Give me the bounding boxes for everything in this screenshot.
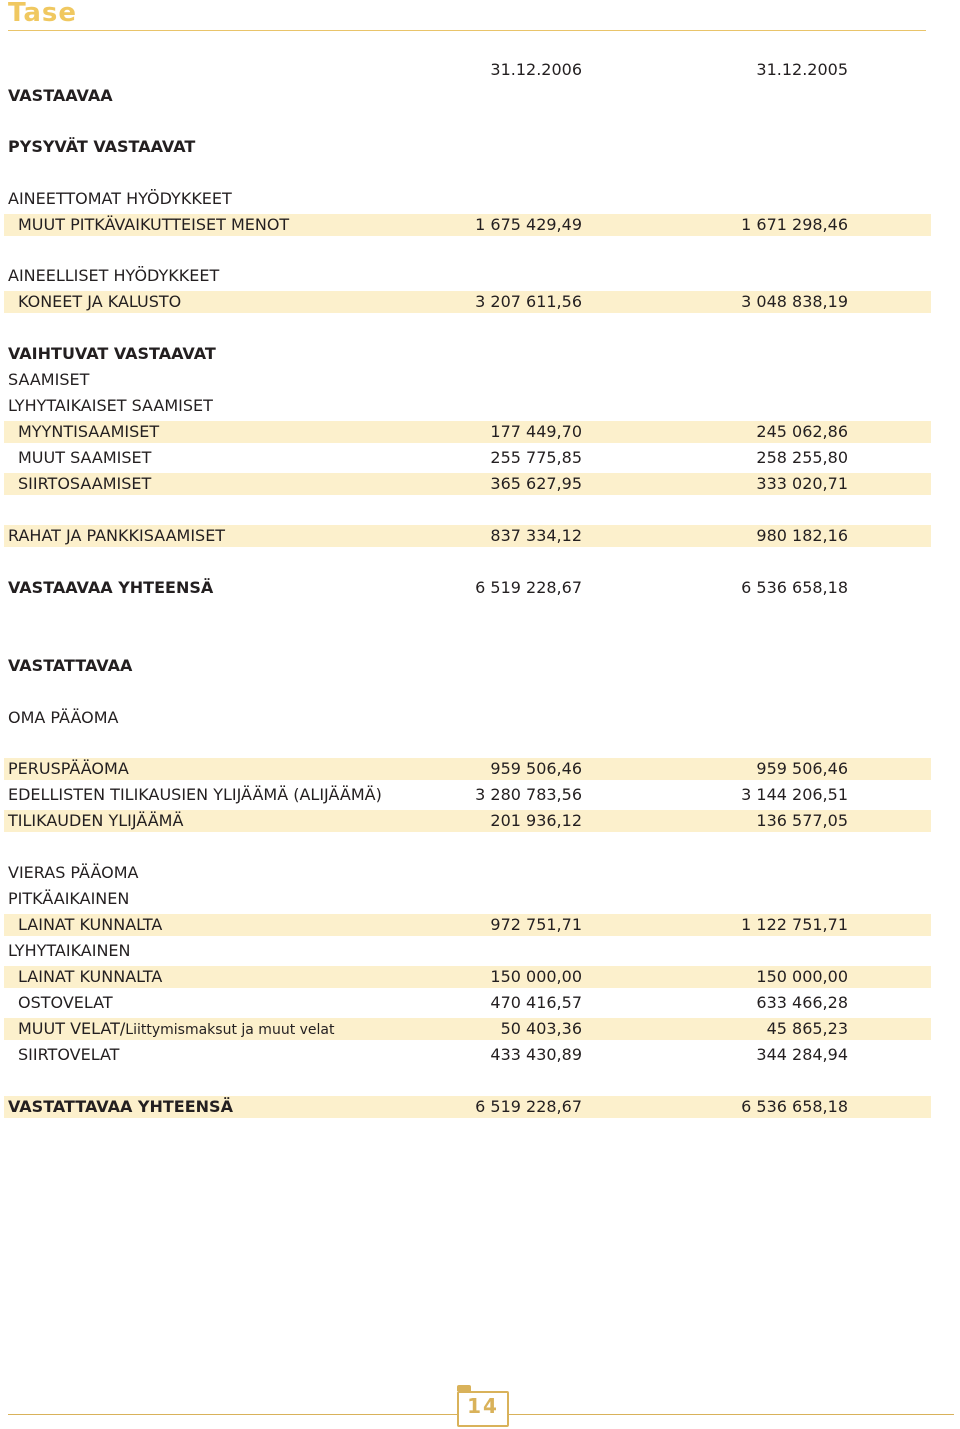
table-row: LAINAT KUNNALTA 150 000,00 150 000,00 — [4, 966, 931, 988]
table-row: TILIKAUDEN YLIJÄÄMÄ 201 936,12 136 577,05 — [4, 810, 931, 832]
page-number: 14 — [467, 1394, 499, 1418]
table-row: MUUT PITKÄVAIKUTTEISET MENOT 1 675 429,49 1 671 298,46 — [4, 214, 931, 236]
group-vieras-paaoma: VIERAS PÄÄOMA — [8, 863, 139, 882]
table-row: LAINAT KUNNALTA 972 751,71 1 122 751,71 — [4, 914, 931, 936]
table-row: KONEET JA KALUSTO 3 207 611,56 3 048 838,19 — [4, 291, 931, 313]
title-divider — [8, 30, 926, 31]
row-label-main: MUUT VELAT/ — [18, 1019, 126, 1038]
group-saamiset: SAAMISET — [8, 370, 90, 389]
total-row-vastattavaa: VASTATTAVAA YHTEENSÄ 6 519 228,67 6 536 658,18 — [4, 1096, 931, 1118]
table-row: MUUT SAAMISET 255 775,85 258 255,80 — [18, 448, 848, 467]
table-row: EDELLISTEN TILIKAUSIEN YLIJÄÄMÄ (ALIJÄÄMÄ) 3 280 783,56 3 144 206,51 — [8, 785, 848, 804]
date-header-2006: 31.12.2006 — [490, 60, 582, 79]
table-row: OSTOVELAT 470 416,57 633 466,28 — [18, 993, 848, 1012]
row-label-small: Liittymismaksut ja muut velat — [125, 1022, 335, 1038]
date-header-2005: 31.12.2005 — [756, 60, 848, 79]
group-aineettomat: AINEETTOMAT HYÖDYKKEET — [8, 189, 232, 208]
group-lyhytaikainen: LYHYTAIKAINEN — [8, 941, 131, 960]
group-oma-paaoma: OMA PÄÄOMA — [8, 708, 119, 727]
table-row: RAHAT JA PANKKISAAMISET 837 334,12 980 182,16 — [4, 525, 931, 547]
group-pitkaaikainen: PITKÄAIKAINEN — [8, 889, 130, 908]
total-row-vastaavaa: VASTAAVAA YHTEENSÄ 6 519 228,67 6 536 658,18 — [8, 578, 848, 597]
table-row: SIIRTOVELAT 433 430,89 344 284,94 — [18, 1045, 848, 1064]
table-row: PERUSPÄÄOMA 959 506,46 959 506,46 — [4, 758, 931, 780]
page-title: Tase — [8, 0, 78, 28]
table-row: MUUT VELAT/Liittymismaksut ja muut velat 50 403,36 45 865,23 — [4, 1018, 931, 1040]
group-lyhytaikaiset-saamiset: LYHYTAIKAISET SAAMISET — [8, 396, 213, 415]
section-vastattavaa: VASTATTAVAA — [8, 656, 133, 675]
section-vastaavaa: VASTAAVAA — [8, 86, 113, 105]
table-row: SIIRTOSAAMISET 365 627,95 333 020,71 — [4, 473, 931, 495]
group-aineelliset: AINEELLISET HYÖDYKKEET — [8, 266, 220, 285]
table-row: MYYNTISAAMISET 177 449,70 245 062,86 — [4, 421, 931, 443]
section-vaihtuvat-vastaavat: VAIHTUVAT VASTAAVAT — [8, 344, 216, 363]
section-pysyvat-vastaavat: PYSYVÄT VASTAAVAT — [8, 137, 196, 156]
